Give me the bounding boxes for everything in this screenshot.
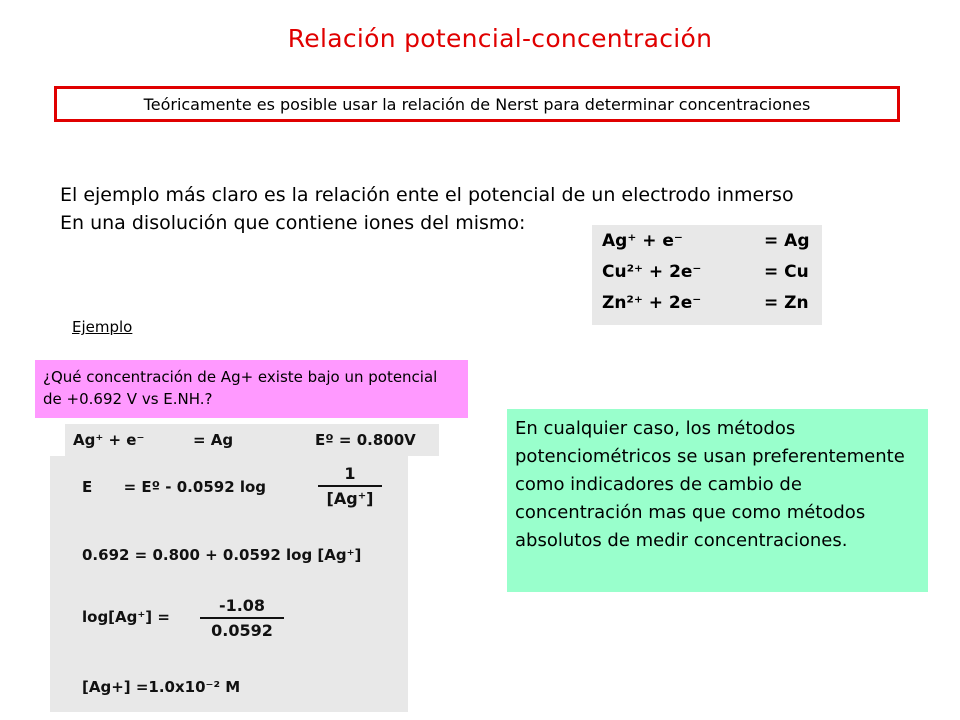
eq1-fraction bbox=[318, 464, 382, 508]
reaction-lhs: Ag⁺ + e⁻ bbox=[602, 231, 683, 251]
reaction-row bbox=[602, 262, 809, 282]
calc-steps-image bbox=[50, 456, 408, 712]
reaction-lhs: Cu²⁺ + 2e⁻ bbox=[602, 262, 702, 282]
eq3-denominator: 0.0592 bbox=[211, 621, 273, 640]
calc-head-rhs: Eº = 0.800V bbox=[315, 431, 416, 449]
eq1-lhs: E = Eº - 0.0592 log bbox=[82, 478, 267, 496]
eq2: 0.692 = 0.800 + 0.0592 log [Ag⁺] bbox=[82, 546, 362, 564]
eq3-fraction bbox=[200, 596, 284, 640]
reactions-image bbox=[592, 225, 822, 325]
fraction-line bbox=[318, 485, 382, 487]
fraction-line bbox=[200, 617, 284, 619]
example-label: Ejemplo bbox=[72, 318, 133, 336]
page-title: Relación potencial-concentración bbox=[287, 24, 713, 53]
intro-line-1: El ejemplo más claro es la relación ente el potencial de un electrodo inmerso bbox=[60, 184, 794, 206]
eq3-lhs: log[Ag⁺] = bbox=[82, 608, 170, 626]
reaction-lhs: Zn²⁺ + 2e⁻ bbox=[602, 293, 702, 313]
calc-head-lhs: Ag⁺ + e⁻ bbox=[73, 431, 145, 449]
highlight-box bbox=[54, 86, 900, 122]
calc-header-image bbox=[65, 424, 439, 456]
eq1-denominator: [Ag⁺] bbox=[326, 489, 374, 508]
eq4: [Ag+] =1.0x10⁻² M bbox=[82, 678, 241, 696]
reaction-rhs: = Ag bbox=[764, 231, 810, 251]
intro-line-2: En una disolución que contiene iones del mismo: bbox=[60, 212, 526, 234]
reaction-rhs: = Cu bbox=[764, 262, 809, 282]
calc-head-mid: = Ag bbox=[193, 431, 234, 449]
eq1-numerator: 1 bbox=[344, 464, 356, 483]
eq3-numerator: -1.08 bbox=[218, 596, 266, 615]
reaction-row bbox=[602, 293, 809, 313]
reaction-rhs: = Zn bbox=[764, 293, 809, 313]
reaction-row bbox=[602, 231, 810, 251]
conclusion-box: En cualquier caso, los métodos potenciométricos se usan preferentemente como indicadores de cambio de concentración mas que como métodos absolutos de medir concentraciones. bbox=[507, 409, 928, 592]
question-box: ¿Qué concentración de Ag+ existe bajo un potencial de +0.692 V vs E.NH.? bbox=[35, 360, 468, 418]
highlight-text: Teóricamente es posible usar la relación de Nerst para determinar concentraciones bbox=[143, 94, 811, 114]
